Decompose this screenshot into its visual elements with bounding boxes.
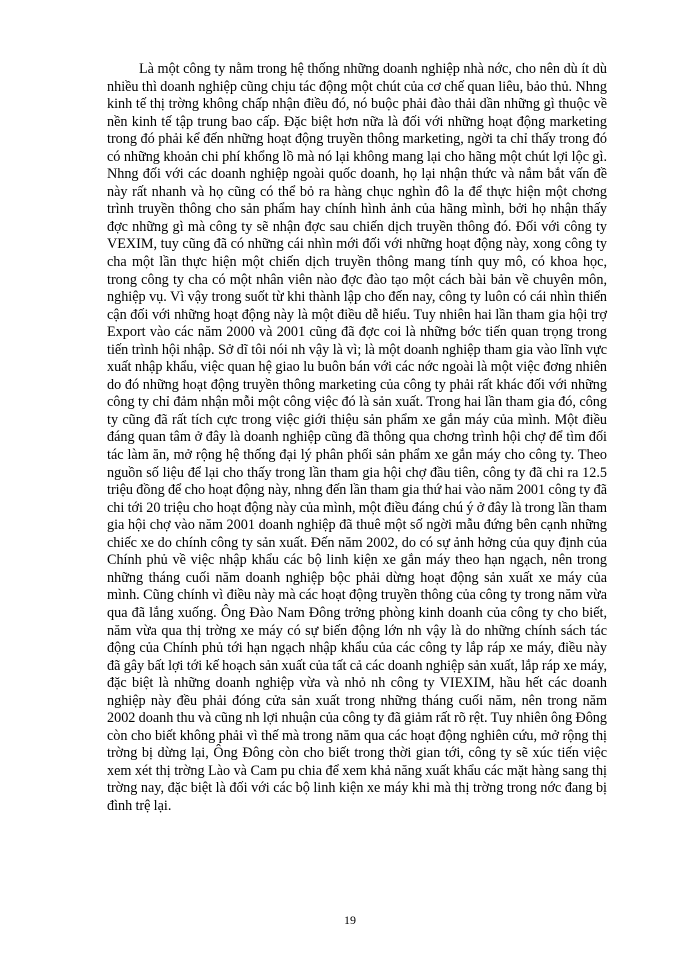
page-number: 19	[344, 913, 356, 927]
body-paragraph: Là một công ty nằm trong hệ thống những doanh nghiệp nhà nớc, cho nên dù ít dù nhiều thì doanh nghiệp cũng chịu tác động một chút của cơ chế quan liêu, bảo thủ. Nhng kinh tế thị trờng không chấp nhận điều đó, nó buộc phải đào thải dần những gì thuộc về nền kinh tế tập trung bao cấp. Đặc biệt hơn nữa là đối với những hoạt động marketing trong đó phải kể đến những hoạt động truyền thông marketing, ngời ta chỉ thấy trong đó có những khoản chi phí khổng lồ mà nó lại không mang lại cho hãng một chút lợi lộc gì. Nhng đối với các doanh nghiệp ngoài quốc doanh, họ lại nhận thức và nắm bắt vấn đề này rất nhanh và họ cũng có thể bỏ ra hàng chục nghìn đô la để thực hiện một chơng trình truyền thông cho sản phẩm hay chính hình ảnh của hãng mình, bởi họ nhận thấy đợc những gì mà công ty sẽ nhận đợc sau chiến dịch truyền thông đó. Đối với công ty VEXIM, tuy cũng đã có những cái nhìn mới đối với những hoạt động này, xong công ty cha một lần thực hiện một chiến dịch truyền thông mang tính quy mô, có khoa học, trong công ty cha có một nhân viên nào đợc đào tạo một cách bài bản về chuyên môn, nghiệp vụ. Vì vậy trong suốt từ khi thành lập cho đến nay, công ty luôn có cái nhìn thiển cận đối với những hoạt động này là một điều dễ hiểu. Tuy nhiên hai lần tham gia hội trợ Export vào các năm 2000 và 2001 cũng đã đợc coi là những bớc tiến quan trọng trong tiến trình hội nhập. Sở dĩ tôi nói nh vậy là vì; là một doanh nghiệp tham gia vào lĩnh vực xuất nhập khẩu, việc quan hệ giao lu buôn bán với các nớc ngoài là một việc đơng nhiên do đó những hoạt động truyền thông marketing của công ty phải rất khác đối với những công ty chỉ đảm nhận mỗi một công việc đó là sản xuất. Trong hai lần tham gia đó, công ty cũng đã rất tích cực trong việc giới thiệu sản phẩm xe gắn máy của mình. Một điều đáng quan tâm ở đây là doanh nghiệp cũng đã thông qua chơng trình hội chợ để tìm đối tác làm ăn, mở rộng hệ thống đại lý phân phối sản phẩm xe gắn máy cho công ty. Theo nguồn số liệu để lại cho thấy trong lần tham gia hội chợ đầu tiên, công ty đã chi ra 12.5 triệu đồng để cho hoạt động này, nhng đến lần tham gia thứ hai vào năm 2001 công ty đã chi tới 20 triệu cho hoạt động này của mình, một điều đáng chú ý ở đây là trong lần tham gia hội chợ vào năm 2001 doanh nghiệp đã thuê một số ngời mẫu đứng bên cạnh những chiếc xe do chính công ty sản xuất. Đến năm 2002, do có sự ảnh hởng của quy định của Chính phủ về việc nhập khẩu các bộ linh kiện xe gắn máy theo hạn ngạch, nên trong những tháng cuối năm doanh nghiệp bộc phải dừng hoạt động sản xuất xe máy của mình. Cũng chính vì điều này mà các hoạt động truyền thông của công ty trong năm vừa qua đã lắng xuống. Ông Đào Nam Đông trởng phòng kinh doanh của công ty cho biết, năm vừa qua thị trờng xe máy có sự biến động lớn nh vậy là do những chính sách tác động của Chính phủ tới hạn ngạch nhập khẩu của các công ty lắp ráp xe máy, điều này đã gây bất lợi tới kế hoạch sản xuất của tất cả các doanh nghiệp sản xuất, lắp ráp xe máy, đặc biệt là những doanh nghiệp vừa và nhỏ nh công ty VIEXIM, hầu hết các doanh nghiệp này đều phải đóng cửa sản xuất trong những tháng cuối năm, nên trong năm 2002 doanh thu và cũng nh lợi nhuận của công ty đã giảm rất rõ rệt. Tuy nhiên ông Đông còn cho biết không phải vì thế mà trong năm qua các hoạt động nghiên cứu, mở rộng thị trờng bị dừng lại, Ông Đông còn cho biết trong thời gian tới, công ty sẽ xúc tiến việc xem xét thị trờng Lào và Cam pu chia để xem khả năng xuất khẩu các mặt hàng sang thị trờng nay, đặc biệt là đối với các bộ linh kiện xe máy khi mà thị trờng trong nớc đang bị đình trệ lại.	[107, 61, 607, 814]
